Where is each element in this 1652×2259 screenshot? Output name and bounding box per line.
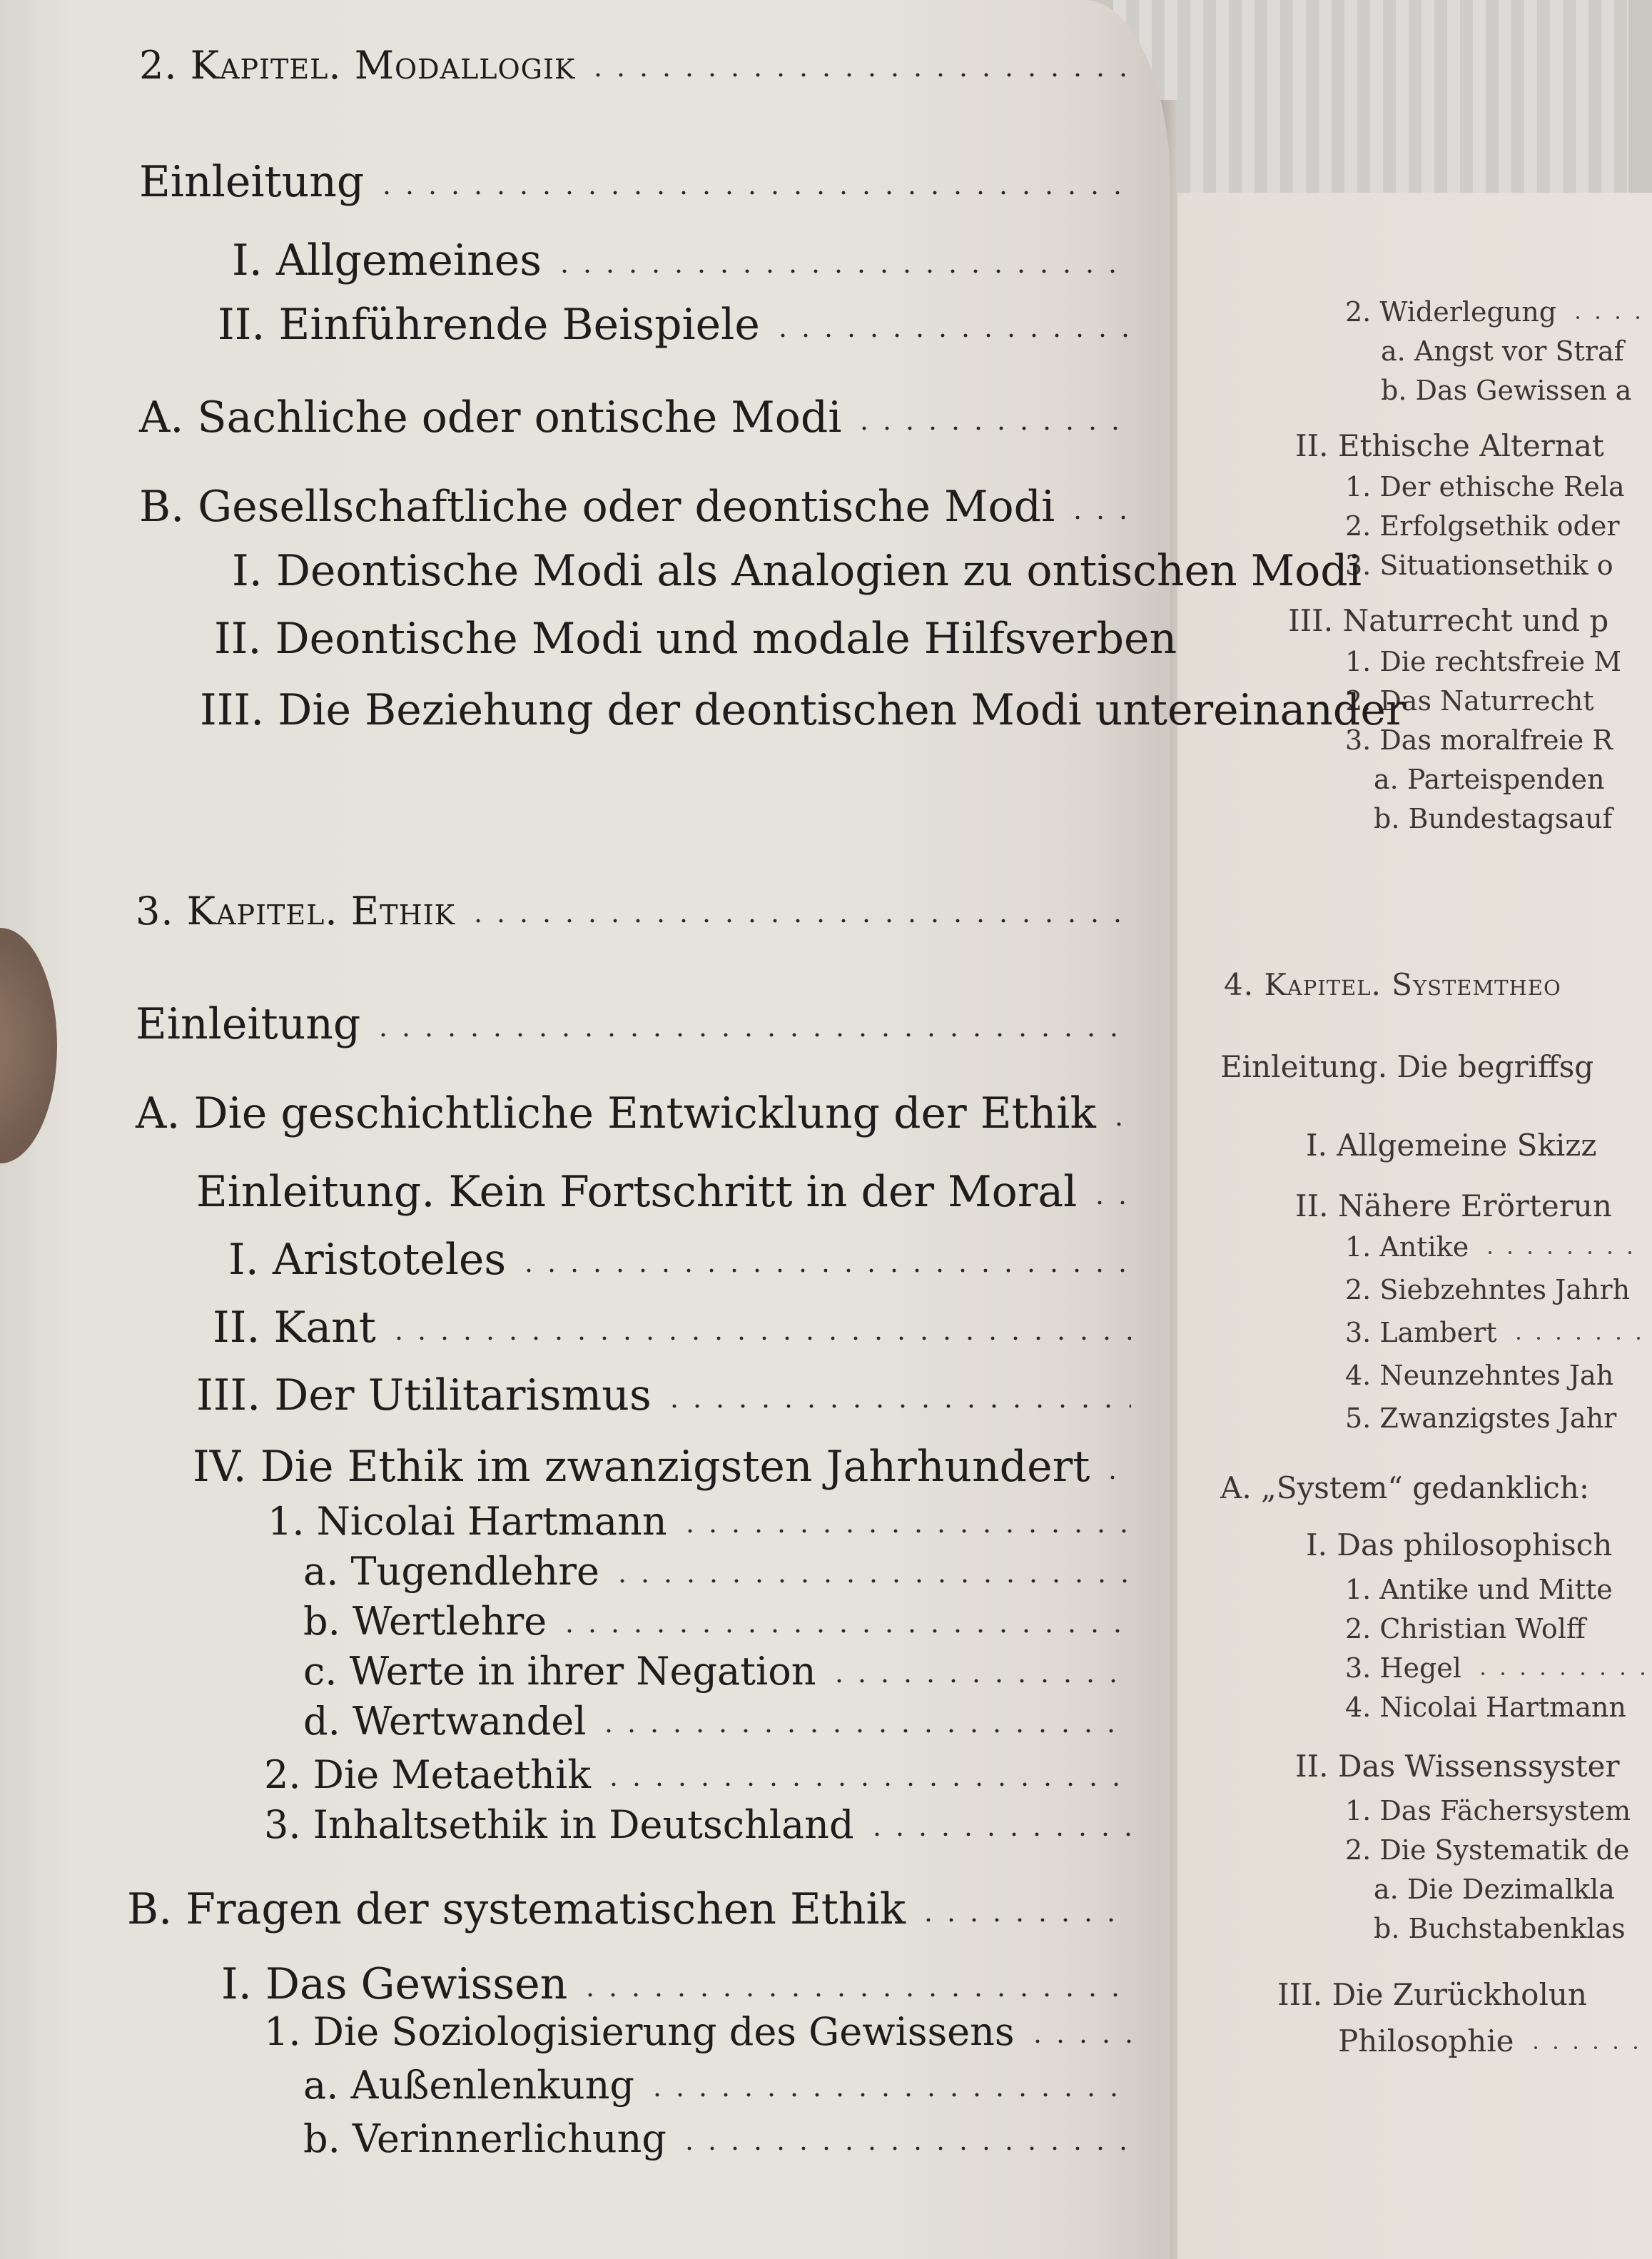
toc-entry-text: 2. Erfolgsethik oder <box>1345 510 1620 542</box>
toc-entry-text: A. „System“ gedanklich: <box>1220 1470 1589 1505</box>
toc-entry <box>303 1699 1131 1744</box>
toc-entry <box>1345 1795 1631 1826</box>
toc-entry-text: I. Allgemeine Skizz <box>1306 1128 1597 1163</box>
chapter-heading <box>136 889 1131 934</box>
toc-entry <box>264 2009 1131 2054</box>
toc-entry <box>1374 1913 1626 1944</box>
leader-dots <box>553 269 1131 273</box>
leader-dots <box>1088 1201 1131 1205</box>
leader-dots <box>1026 2039 1131 2043</box>
toc-entry-text: 2. Siebzehntes Jahrh <box>1345 1274 1631 1305</box>
toc-entry-text: I. Das philosophisch <box>1306 1527 1613 1562</box>
toc-entry-text: 4. Nicolai Hartmann <box>1345 1692 1626 1723</box>
toc-entry <box>1345 550 1613 581</box>
toc-entry <box>196 1167 1131 1217</box>
toc-entry-text: b. Das Gewissen a <box>1381 375 1632 406</box>
toc-entry-text: Einleitung <box>136 999 361 1049</box>
toc-entry <box>264 1752 1131 1797</box>
toc-entry <box>1345 1692 1626 1723</box>
chapter-heading <box>139 43 1138 88</box>
toc-entry-text: 2. Die Metaethik <box>264 1752 591 1797</box>
toc-entry <box>213 1303 1131 1353</box>
toc-entry-text: 1. Antike und Mitte <box>1345 1574 1613 1605</box>
toc-entry-text: b. Bundestagsauf <box>1374 803 1613 834</box>
toc-entry-text: 1. Antike <box>1345 1231 1469 1263</box>
toc-entry-text: II. Ethische Alternat <box>1295 428 1604 463</box>
toc-entry <box>268 1499 1131 1544</box>
leader-dots <box>602 1782 1131 1787</box>
toc-entry <box>303 1599 1131 1644</box>
toc-entry-text: A. Die geschichtliche Entwicklung der Ethik <box>136 1088 1096 1138</box>
toc-entry <box>1345 1231 1645 1263</box>
leader-dots <box>387 1336 1131 1340</box>
toc-entry-text: 1. Die Soziologisierung des Gewissens <box>264 2009 1015 2054</box>
toc-entry <box>228 1235 1131 1285</box>
toc-entry-text: a. Außenlenkung <box>303 2063 634 2108</box>
toc-entry <box>1345 1274 1630 1305</box>
toc-entry-text: 3. Lambert <box>1345 1317 1497 1348</box>
toc-entry-text: b. Wertlehre <box>303 1599 547 1644</box>
toc-entry <box>1374 764 1604 795</box>
leader-dots <box>375 191 1131 195</box>
toc-entry <box>1345 1834 1629 1866</box>
right-book-page <box>1152 193 1652 2259</box>
toc-entry-text: II. Nähere Erörterun <box>1295 1188 1612 1223</box>
toc-entry <box>1345 1403 1616 1434</box>
toc-entry-text: a. Parteispenden <box>1374 764 1605 795</box>
toc-entry <box>1220 1049 1593 1084</box>
toc-entry-text: Philosophie <box>1338 2023 1514 2058</box>
toc-entry <box>1345 1360 1613 1391</box>
toc-entry-text: a. Angst vor Straf <box>1381 335 1624 367</box>
toc-entry-text: B. Fragen der systematischen Ethik <box>127 1884 906 1934</box>
leader-dots <box>579 1993 1131 1997</box>
toc-entry-text: II. Das Wissenssyster <box>1295 1749 1620 1784</box>
toc-entry-text: III. Der Utilitarismus <box>196 1370 652 1420</box>
toc-entry-text: 1. Nicolai Hartmann <box>268 1499 667 1544</box>
leader-dots <box>1473 1672 1645 1676</box>
leader-dots <box>678 2146 1131 2151</box>
leader-dots <box>517 1268 1131 1273</box>
leader-dots <box>646 2093 1131 2097</box>
leader-dots <box>558 1629 1131 1633</box>
leader-dots <box>467 919 1131 923</box>
toc-entry-text: 2. Die Systematik de <box>1345 1834 1630 1866</box>
toc-entry-text: A. Sachliche oder ontische Modi <box>139 393 842 443</box>
toc-entry <box>193 1442 1131 1492</box>
toc-entry <box>136 999 1131 1049</box>
toc-entry-text: 1. Die rechtsfreie M <box>1345 646 1622 677</box>
toc-entry <box>303 2116 1131 2161</box>
toc-entry-text: a. Tugendlehre <box>303 1549 599 1594</box>
toc-entry-text: 2. Widerlegung <box>1345 296 1557 328</box>
toc-entry-text: III. Die Zurückholun <box>1277 1977 1587 2012</box>
toc-entry <box>232 546 1362 596</box>
toc-entry <box>1338 2023 1652 2058</box>
toc-entry-text: 2. Christian Wolff <box>1345 1613 1586 1644</box>
toc-entry <box>136 1088 1131 1138</box>
toc-entry-text: d. Wertwandel <box>303 1699 587 1744</box>
toc-entry-text: I. Deontische Modi als Analogien zu ontischen Modi <box>232 546 1362 596</box>
leader-dots <box>1480 1250 1645 1255</box>
toc-entry-text: Einleitung. Kein Fortschritt in der Moral <box>196 1167 1078 1217</box>
toc-entry <box>303 2063 1131 2108</box>
toc-entry-text: III. Die Beziehung der deontischen Modi untereinander <box>200 685 1407 735</box>
toc-entry <box>139 393 1131 443</box>
toc-entry-text: 5. Zwanzigstes Jahr <box>1345 1403 1617 1434</box>
leader-dots <box>587 73 1138 77</box>
background-surface <box>1113 0 1628 214</box>
toc-entry-text: b. Buchstabenklas <box>1374 1913 1626 1944</box>
toc-entry <box>1306 1128 1597 1163</box>
toc-entry <box>1374 803 1613 834</box>
toc-entry <box>1295 1188 1612 1223</box>
toc-entry-text: 3. Hegel <box>1345 1652 1461 1684</box>
toc-entry <box>200 685 1407 735</box>
thumb-shadow <box>0 928 57 1163</box>
toc-entry <box>196 1370 1131 1420</box>
leader-dots <box>771 333 1131 338</box>
leader-dots <box>1509 1336 1645 1340</box>
toc-entry-text: II. Kant <box>213 1303 376 1353</box>
toc-entry-text: 4. Kapitel. Systemtheo <box>1224 967 1561 1002</box>
toc-entry <box>1345 1574 1613 1605</box>
toc-entry <box>127 1884 1131 1934</box>
toc-entry <box>1345 296 1652 328</box>
leader-dots <box>372 1033 1131 1037</box>
chapter-heading <box>1224 967 1561 1002</box>
leader-dots <box>828 1679 1131 1683</box>
toc-entry <box>139 482 1131 532</box>
toc-entry <box>1277 1977 1587 2012</box>
toc-entry-text: B. Gesellschaftliche oder deontische Modi <box>139 482 1055 532</box>
leader-dots <box>663 1404 1131 1408</box>
leader-dots <box>1066 515 1131 520</box>
toc-entry <box>1306 1527 1612 1562</box>
leader-dots <box>1101 1475 1131 1480</box>
leader-dots <box>1108 1122 1131 1126</box>
toc-entry-text: 4. Neunzehntes Jah <box>1345 1360 1614 1391</box>
leader-dots <box>1568 315 1652 320</box>
toc-entry-text: 3. Inhaltsethik in Deutschland <box>264 1802 854 1847</box>
toc-entry-text: Einleitung <box>139 157 365 207</box>
leader-dots <box>1526 2046 1652 2050</box>
toc-entry <box>1345 1613 1586 1644</box>
toc-entry <box>303 1649 1131 1694</box>
toc-entry <box>1295 428 1604 463</box>
toc-entry <box>1381 335 1624 367</box>
toc-entry-text: 2. Kapitel. Modallogik <box>139 43 576 88</box>
toc-entry-text: b. Verinnerlichung <box>303 2116 667 2161</box>
toc-entry-text: IV. Die Ethik im zwanzigsten Jahrhundert <box>193 1442 1090 1492</box>
toc-entry-text: a. Die Dezimalkla <box>1374 1874 1615 1905</box>
toc-entry-text: I. Das Gewissen <box>221 1959 568 2009</box>
leader-dots <box>611 1579 1131 1583</box>
toc-entry-text: 3. Kapitel. Ethik <box>136 889 456 934</box>
toc-entry-text: 2. Das Naturrecht <box>1345 685 1594 717</box>
toc-entry-text: II. Einführende Beispiele <box>218 300 760 350</box>
leader-dots <box>917 1918 1131 1922</box>
toc-entry <box>139 157 1131 207</box>
toc-entry <box>1295 1749 1620 1784</box>
toc-entry-text: III. Naturrecht und p <box>1288 603 1609 638</box>
toc-entry <box>1345 1652 1645 1684</box>
toc-entry <box>232 236 1131 285</box>
toc-entry <box>1345 510 1620 542</box>
toc-entry <box>214 614 1177 664</box>
toc-entry <box>1288 603 1608 638</box>
leader-dots <box>853 426 1131 430</box>
toc-entry <box>221 1959 1131 2009</box>
toc-entry <box>1381 375 1631 406</box>
toc-entry-text: 1. Der ethische Rela <box>1345 471 1625 502</box>
toc-entry-text: c. Werte in ihrer Negation <box>303 1649 816 1694</box>
toc-entry-text: II. Deontische Modi und modale Hilfsverben <box>214 614 1177 664</box>
leader-dots <box>866 1832 1131 1836</box>
toc-entry <box>1220 1470 1589 1505</box>
toc-entry-text: I. Aristoteles <box>228 1235 507 1285</box>
toc-entry <box>1345 646 1621 677</box>
leader-dots <box>597 1729 1131 1733</box>
toc-entry <box>218 300 1131 350</box>
toc-entry-text: 1. Das Fächersystem <box>1345 1795 1631 1826</box>
toc-entry-text: Einleitung. Die begriffsg <box>1220 1049 1594 1084</box>
toc-entry <box>1345 471 1625 502</box>
leader-dots <box>679 1529 1131 1533</box>
toc-entry <box>264 1802 1131 1847</box>
toc-entry-text: 3. Situationsethik o <box>1345 550 1613 581</box>
toc-entry <box>1345 1317 1645 1348</box>
toc-entry <box>1374 1874 1615 1905</box>
toc-entry <box>303 1549 1131 1594</box>
toc-entry-text: 3. Das moralfreie R <box>1345 724 1613 756</box>
toc-entry-text: I. Allgemeines <box>232 236 542 285</box>
